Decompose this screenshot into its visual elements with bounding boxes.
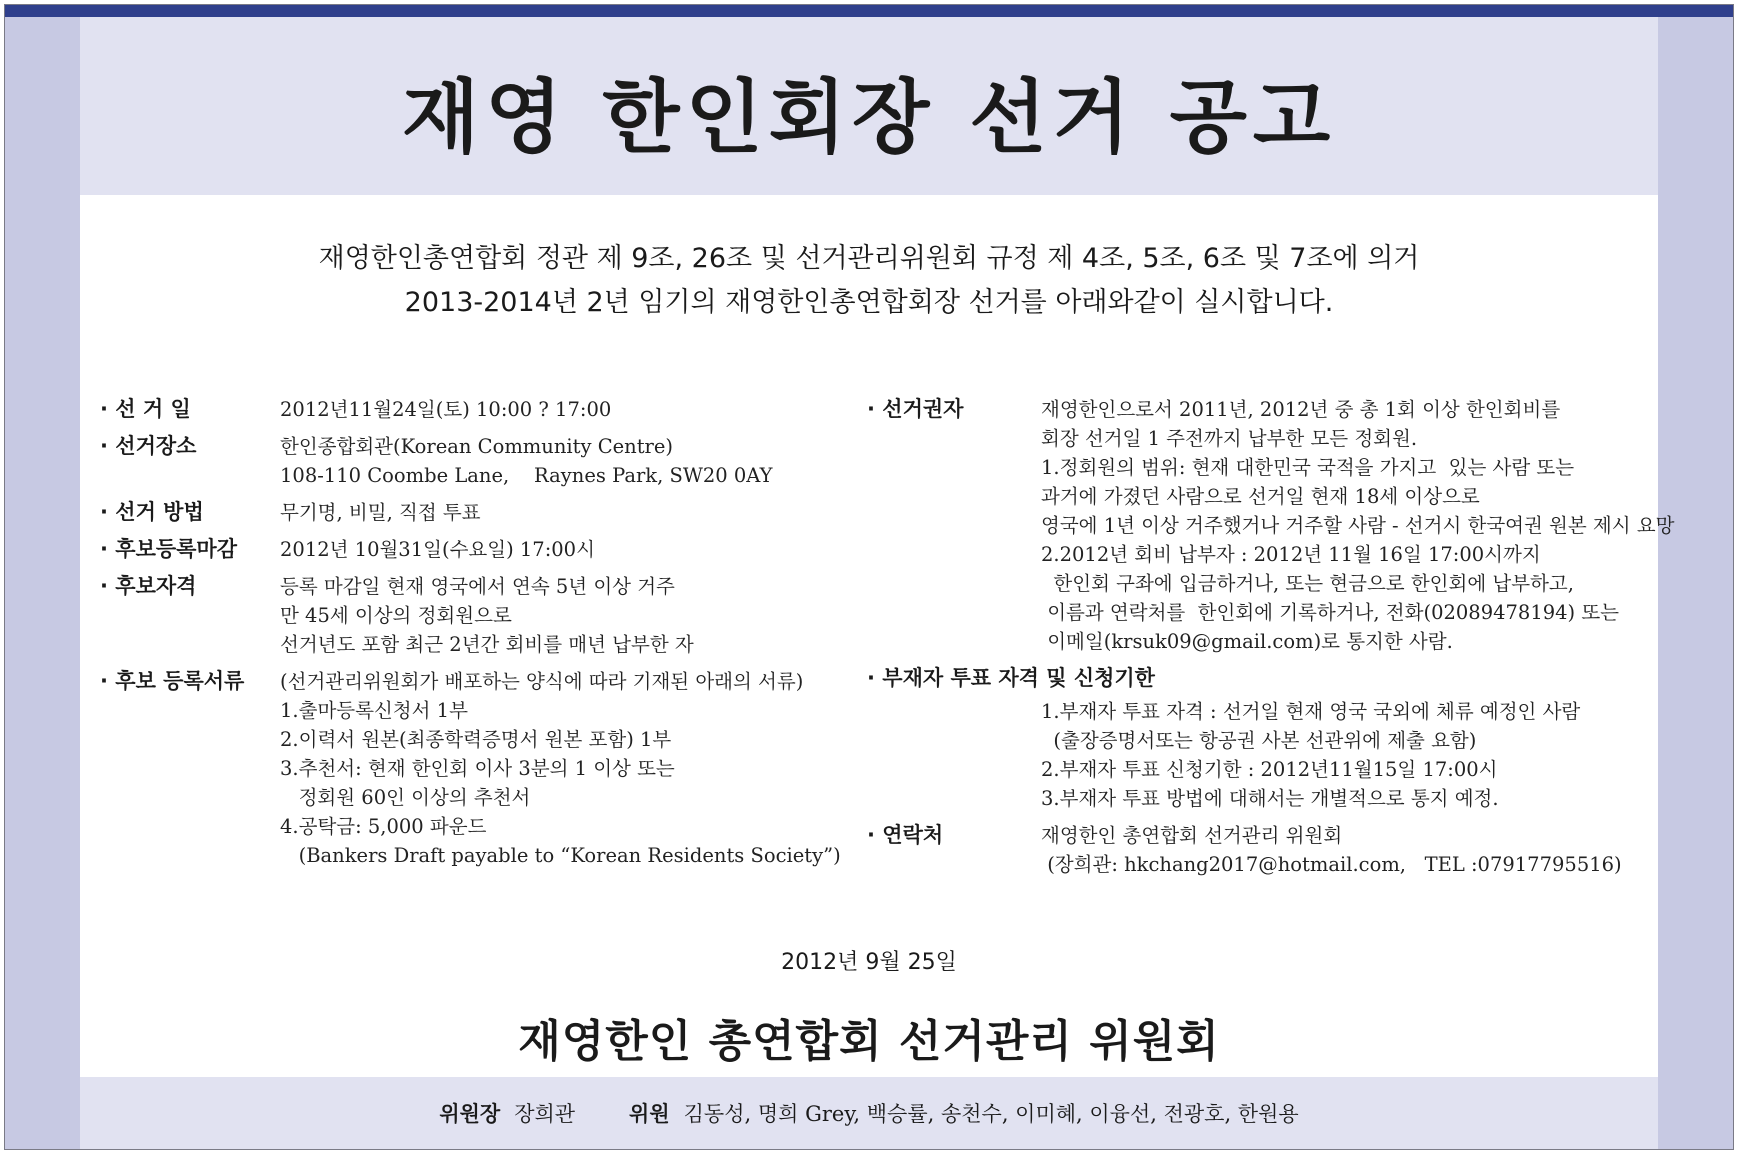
item-election-method bbox=[100, 498, 820, 527]
item-label: · 선거 방법 bbox=[100, 500, 204, 524]
members-label: 위원 bbox=[629, 1102, 670, 1126]
item-label: · 선거장소 bbox=[100, 434, 197, 458]
item-value: (선거관리위원회가 배포하는 양식에 따라 기재된 아래의 서류) 1.출마등록신청서 1부 2.이력서 원본(최종학력증명서 원본 포함) 1부 3.추천서: 현재 한인회 이사 3분의 1 이상 또는 정회원 60인 이상의 추천서 4.공탁금: 5,000 파운드 (Bankers Draft payable to “Korean Residents Society”) bbox=[280, 670, 841, 867]
item-value: 2012년11월24일(토) 10:00 ? 17:00 bbox=[280, 398, 612, 421]
item-value: 1.부재자 투표 자격 : 선거일 현재 영국 국외에 체류 예정인 사람 (출장증명서또는 항공권 사본 선관위에 제출 요함) 2.부재자 투표 신청기한 : 2012년11월15일 17:00시 3.부재자 투표 방법에 대해서는 개별적으로 통지 예정. bbox=[1041, 700, 1581, 810]
notice-frame bbox=[4, 4, 1734, 1150]
chair-label: 위원장 bbox=[439, 1102, 501, 1126]
item-election-date bbox=[100, 395, 820, 424]
item-candidate-eligibility bbox=[100, 572, 820, 659]
notice-date: 2012년 9월 25일 bbox=[781, 950, 957, 975]
right-column bbox=[867, 395, 1677, 887]
item-absentee-voting bbox=[867, 664, 1677, 813]
item-value: 한인종합회관(Korean Community Centre) 108-110 Coombe Lane, Raynes Park, SW20 0AY bbox=[280, 435, 773, 487]
item-label: · 후보 등록서류 bbox=[100, 669, 245, 693]
item-value: 등록 마감일 현재 영국에서 연속 5년 이상 거주 만 45세 이상의 정회원으로 선거년도 포함 최근 2년간 회비를 매년 납부한 자 bbox=[280, 575, 694, 656]
item-value: 재영한인으로서 2011년, 2012년 중 총 1회 이상 한인회비를 회장 선거일 1 주전까지 납부한 모든 정회원. 1.정회원의 범위: 현재 대한민국 국적을 가지고 있는 사람 또는 과거에 가졌던 사람으로 선거일 현재 18세 이상으로 영국에 1년 이상 거주했거나 거주할 사람 - 선거시 한국여권 원본 제시 요망 2.2012년 회비 납부자 : 2012년 11월 16일 17:00시까지 한인회 구좌에 입금하거나, 또는 현금으로 한인회에 납부하고, 이름과 연락처를 한인회에 기록하거나, 전화(02089478194) 또는 이메일(krsuk09@gmail.com)로 통지한 사람. bbox=[1041, 398, 1675, 653]
notice-title: 재영 한인회장 선거 공고 bbox=[401, 70, 1337, 164]
chair-name: 장희관 bbox=[514, 1102, 576, 1126]
item-election-venue bbox=[100, 432, 820, 490]
title-band bbox=[80, 17, 1658, 195]
item-value: 2012년 10월31일(수요일) 17:00시 bbox=[280, 538, 595, 561]
left-column bbox=[100, 395, 841, 878]
item-label: · 선 거 일 bbox=[100, 397, 191, 421]
members-names: 김동성, 명희 Grey, 백승률, 송천수, 이미혜, 이융선, 전광호, 한원용 bbox=[683, 1102, 1299, 1126]
item-label: · 후보등록마감 bbox=[100, 537, 238, 561]
item-label: · 부재자 투표 자격 및 신청기한 bbox=[867, 666, 1155, 690]
top-accent-bar bbox=[5, 5, 1733, 17]
item-label: · 후보자격 bbox=[100, 574, 197, 598]
committee-band bbox=[80, 1077, 1658, 1149]
intro-text bbox=[80, 237, 1658, 325]
intro-line-2: 2013-2014년 2년 임기의 재영한인총연합회장 선거를 아래와같이 실시합니다. bbox=[404, 287, 1334, 318]
item-voter-eligibility bbox=[867, 395, 1677, 656]
item-contact bbox=[867, 821, 1677, 879]
left-side-band bbox=[5, 17, 80, 1149]
intro-line-1: 재영한인총연합회 정관 제 9조, 26조 및 선거관리위원회 규정 제 4조, 5조, 6조 및 7조에 의거 bbox=[318, 243, 1420, 274]
issuing-organization: 재영한인 총연합회 선거관리 위원회 bbox=[518, 1016, 1220, 1067]
item-value: 재영한인 총연합회 선거관리 위원회 (장희관: hkchang2017@hotmail.com, TEL :07917795516) bbox=[1041, 824, 1622, 876]
item-registration-deadline bbox=[100, 535, 820, 564]
item-registration-documents bbox=[100, 667, 841, 870]
item-label: · 선거권자 bbox=[867, 397, 964, 421]
item-value: 무기명, 비밀, 직접 투표 bbox=[280, 501, 481, 524]
item-label: · 연락처 bbox=[867, 823, 944, 847]
